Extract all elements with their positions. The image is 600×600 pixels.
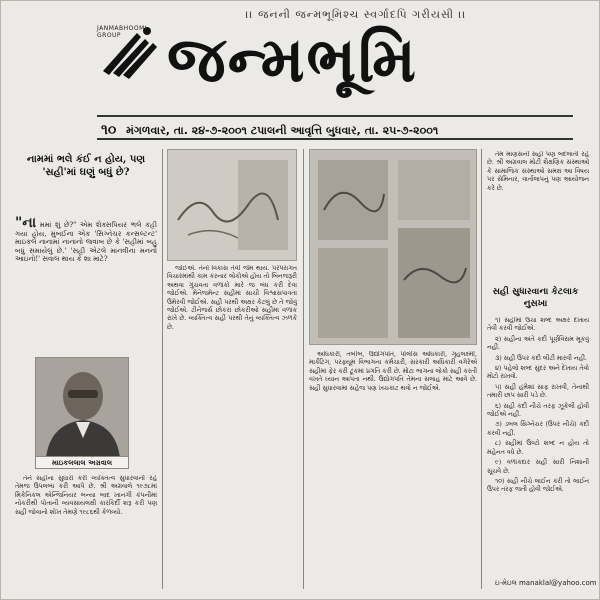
group-label: JANMABHOOMI GROUP: [97, 25, 148, 39]
column-divider: [162, 149, 163, 589]
tip-item: ૩) સહી ઉપર કદી લીટી મારવી નહીં.: [495, 354, 587, 362]
article-headline: નામમાં ભલે કંઈ ન હોય, પણ 'સહી'માં ઘણું બધું છે?: [26, 154, 146, 178]
masthead-rule-bottom: [97, 138, 573, 140]
tip-item: ૬) સહી કદી નીચે તરફ ઝૂકેલી હોવી જોઈએ નહીં.: [487, 402, 589, 419]
tips-subhead: સહી સુધારવાના કેટલાક નુસખા: [492, 287, 579, 309]
author-portrait: [35, 357, 129, 457]
tip-item: ૮) સહીમાં ઉલ્ટો શબ્દ ન હોય તો મહેનત વધે છે.: [487, 440, 589, 456]
signature-photo: [167, 149, 297, 261]
signatures-photo: [309, 149, 477, 345]
lead-text: મમાં શું છે?" એમ શેક્સપિયર ભલે કહી ગયા હોય, મુંબઈના એક 'સિગ્નેચર કન્સલ્ટન્ટ' માઇકલે નાનામાં નાનાનો જવાબ છે કે 'સહીમાં બહુ બધું સમાયેલું છે.' 'સહી એટલે માનવીના મનનો આઇનો!' સવાલ થાય કે શા માટે?: [15, 221, 157, 264]
tips-list: [487, 317, 589, 575]
tip-item: ૧૦) સહી નીચે લાઈન કરી તો લાઈન ઉપર તરફ જતી હોવી જોઈએ.: [487, 477, 589, 494]
lead-quote: "ના: [15, 215, 37, 231]
page-number: ૧૦: [101, 122, 117, 138]
newspaper-title: જન્મભૂમિ: [167, 23, 418, 96]
column-2-text: જોઈએ. તેનો વિકાસ તેવી જેમ થાય. પરંપરાગત વિચારમાંથી કામ કરનાર લોકોએ હોય તો બિનજરૂરી અથવા ગુંચવતા વળાંકો મારે જ બંધ કરી દેવા જોઈએ. મેનેજમેન્ટ સહીમાં સાચી વિશ્વાસપાત્રતા ઉમેરવી જોઈએ. સહી પરથી અક્ષર કેટલું છે તે જોવું જોઈએ. ટીનેજર્સ છોકરા છોકરીઓ સહીમાં વળાંક રાખે છે. વ્યક્તિત્વ સહી પરથી તેનું વ્યક્તિત્વ ઝળકે છે.: [167, 265, 297, 331]
tip-item: ૪) પહેલો શબ્દ સુંદર અને દેખાય તેવો મોટો રાખવો.: [487, 365, 589, 381]
tip-item: ૫) સહી હંમેશાં સાફ રાખવી, તેનાથી તમારી છાપ સારી પડે છે.: [487, 383, 589, 400]
author-email: ઇ-મેઇલ manaklal@yahoo.com: [495, 579, 597, 587]
column-divider: [303, 149, 304, 589]
dateline: [101, 122, 571, 138]
masthead-title-block: [161, 21, 571, 109]
article-lead: [15, 215, 157, 264]
column-2-body: [167, 265, 297, 587]
tip-item: ૭) ડબલ સિગ્નેચર (ઉપર નીચે) કદી કરવી નહીં.: [487, 421, 589, 437]
column-1-text: તેને સહીના સુધારો કરી વ્યક્તિત્વ સુધારવાની રહે તેમજ ઉપલબ્ધ કરી આપે છે. શ્રી અગ્રવાલે ૧૯૭૮માં મિકેનિકલ એન્જિનિયર બન્યા બાદ ખાનગી કંપનીમાં નોકરીથી પોતાની વ્યવસાયલક્ષી કારકિર્દી શરૂ કરી પણ સહી જોવાનો શોખ તેમણે ૧૯૮૬થી કેળવ્યો.: [15, 475, 157, 516]
person-photo-icon: [36, 358, 129, 457]
column-divider: [481, 149, 482, 589]
portrait-caption: માઇકલલાલ અગ્રવાલ: [35, 457, 129, 469]
column-3-body: [309, 351, 477, 587]
column-4-body: [487, 151, 589, 281]
column-1-body: [15, 475, 157, 587]
signature-image-icon: [168, 150, 297, 261]
column-3-text: અધિકારી, તબીબ, ઉદ્યોગપતિ, પોલીસ અધિકારી, ગૃહલક્ષ્મી, માર્કેટિંગ, પરફ્યૂમ વિભાગના કર્મચારી, સરકારી અધિકારી વગેરેએ સહીમાં ફેર કરી ટૂંકમાં પ્રગતિ કરી છે. મોટા ભાગના લોકો સહી કરતી વખતે ધ્યાન આપતા નથી. ઉદ્યોગપતિ તેમના સલાહ માટે આવે છે. સહી સુધારવામાં સહેજ પણ ખચકાટ થવો ન જોઈએ.: [309, 351, 477, 392]
column-4-text: તેમ માણસની સહી પણ બદલાતી રહે છે. શ્રી અગ્રવાલ મોટી શૈક્ષણિક સંસ્થાઓ કે સામાજિક સંસ્થાઓ સમક્ષ આ વિષય પર સેમિનાર, વાર્તાલાપનું પણ આયોજન કરે છે.: [487, 151, 589, 192]
tip-item: ૯) વળાંકદાર સહી સારી નિશાની સૂચવે છે.: [487, 459, 589, 475]
masthead-rule-top: [97, 115, 573, 117]
masthead-tagline: ।। જનની જન્મભૂમિશ્ચ સ્વર્ગાદપિ ગરીયસી ।।: [245, 8, 467, 21]
tip-item: ૨) સહીના અંતે કદી પૂર્ણવિરામ મૂકવું નહીં.: [487, 335, 589, 352]
date-text: મંગળવાર, તા. ૨૪-૭-૨૦૦૧ ટપાલની આવૃત્તિ બુધવાર, તા. ૨૫-૭-૨૦૦૧: [126, 124, 439, 137]
collage-image-icon: [310, 150, 477, 345]
tip-item: ૧) સહીમાં ઉંચા શબ્દ અક્ષર દેખાય તેવી કરવી જોઈએ.: [487, 317, 589, 333]
